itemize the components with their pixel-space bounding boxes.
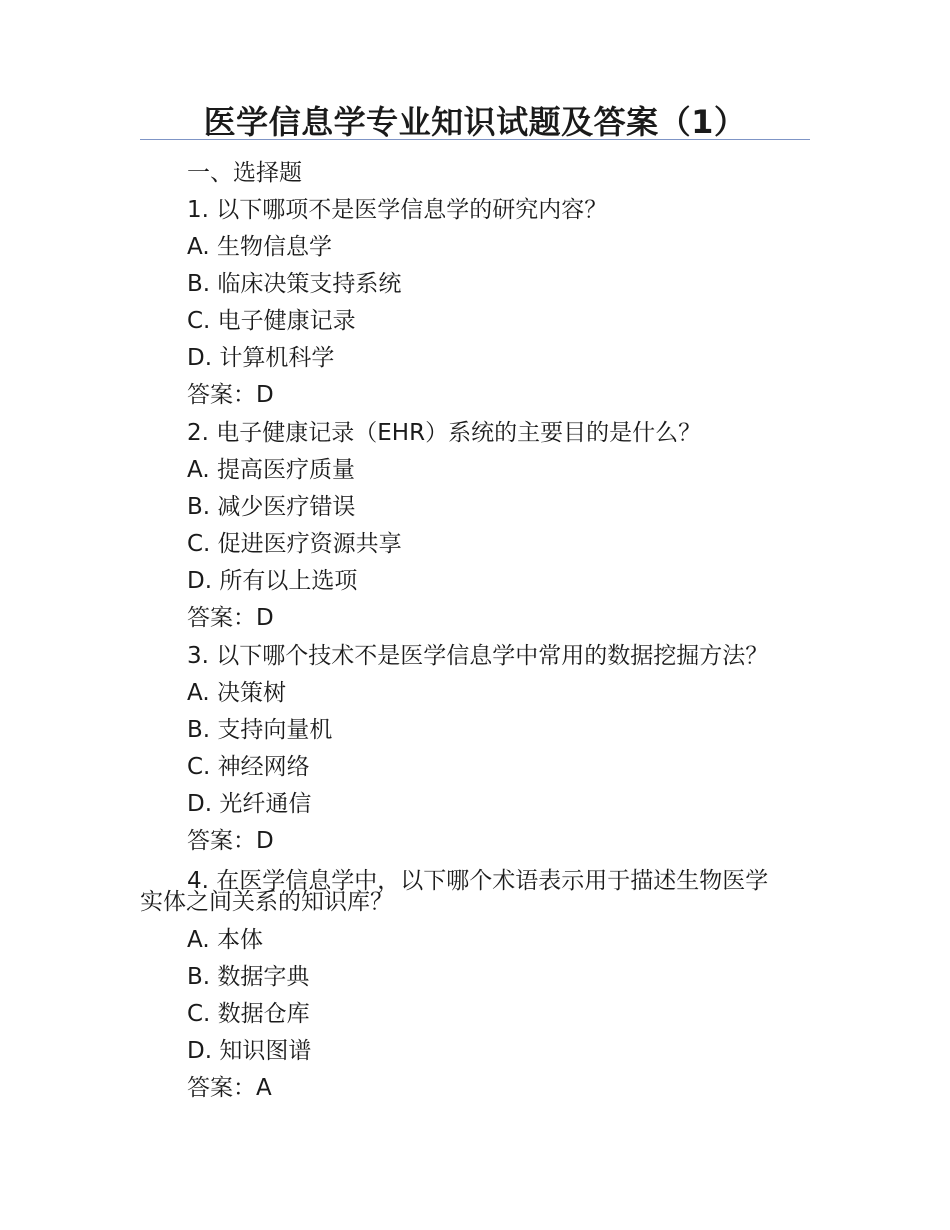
question-4-option-a: A. 本体 (187, 927, 263, 953)
question-2-answer: 答案：D (187, 605, 274, 631)
document-title: 医学信息学专业知识试题及答案（1） (203, 103, 747, 141)
question-2-stem: 2. 电子健康记录（EHR）系统的主要目的是什么？ (187, 420, 702, 446)
question-4-option-d: D. 知识图谱 (187, 1038, 312, 1064)
question-4-option-b: B. 数据字典 (187, 964, 310, 990)
question-2-option-c: C. 促进医疗资源共享 (187, 531, 402, 557)
question-3-option-a: A. 决策树 (187, 680, 286, 706)
question-1-option-a: A. 生物信息学 (187, 234, 332, 260)
question-1-stem: 1. 以下哪项不是医学信息学的研究内容？ (187, 197, 608, 223)
question-2-option-a: A. 提高医疗质量 (187, 457, 355, 483)
question-2-option-b: B. 减少医疗错误 (187, 494, 356, 520)
question-2-option-d: D. 所有以上选项 (187, 568, 358, 594)
question-1-answer: 答案：D (187, 382, 274, 408)
question-1-option-c: C. 电子健康记录 (187, 308, 356, 334)
question-3-stem: 3. 以下哪个技术不是医学信息学中常用的数据挖掘方法？ (187, 643, 769, 669)
question-3-answer: 答案：D (187, 828, 274, 854)
question-1-option-d: D. 计算机科学 (187, 345, 335, 371)
question-3-option-b: B. 支持向量机 (187, 717, 333, 743)
question-3-option-d: D. 光纤通信 (187, 791, 312, 817)
question-1-option-b: B. 临床决策支持系统 (187, 271, 402, 297)
question-4-stem-line-2: 实体之间关系的知识库？ (140, 889, 393, 915)
question-4-stem-line-1: 4. 在医学信息学中，以下哪个术语表示用于描述生物医学 (187, 868, 769, 894)
question-4-answer: 答案：A (187, 1075, 272, 1101)
title-underline (140, 139, 810, 140)
section-heading: 一、选择题 (187, 160, 302, 186)
question-4-option-c: C. 数据仓库 (187, 1001, 310, 1027)
question-3-option-c: C. 神经网络 (187, 754, 310, 780)
